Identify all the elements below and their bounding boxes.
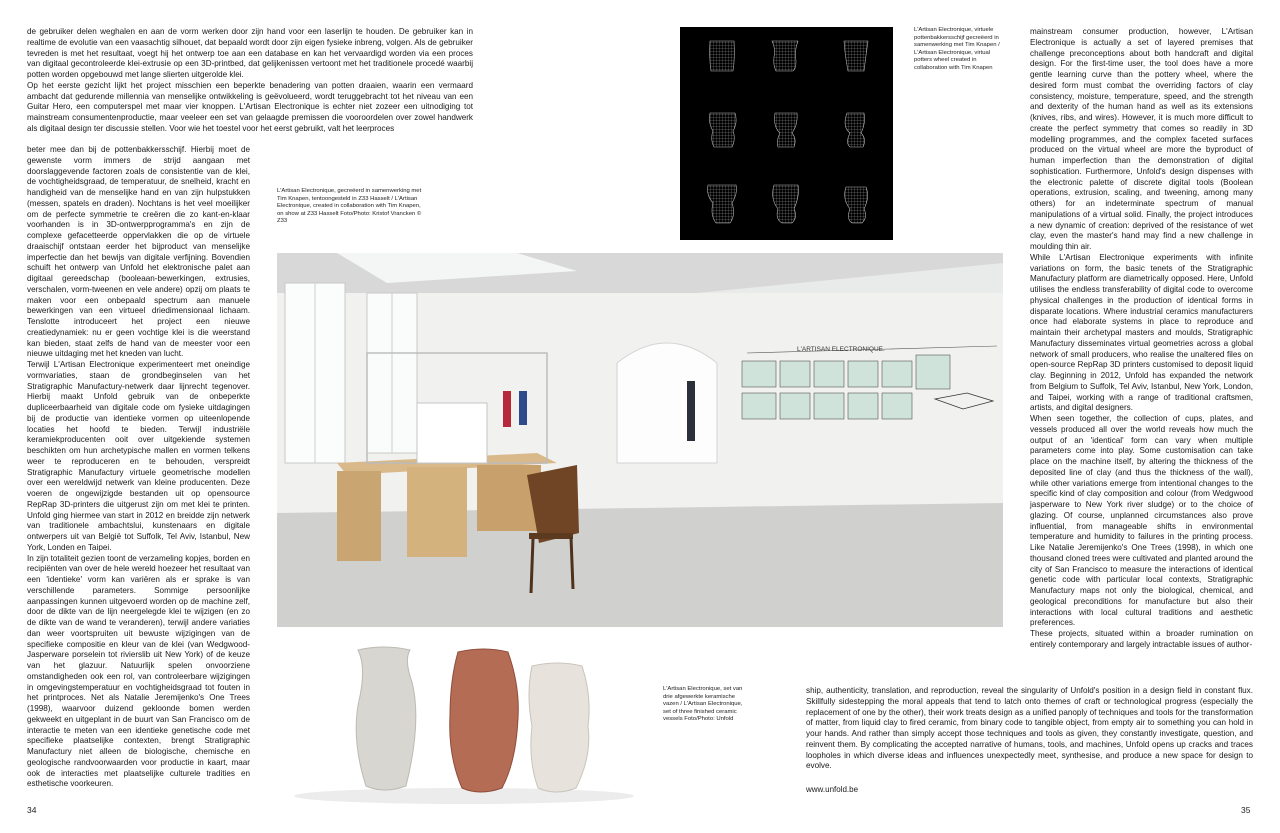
caption-gallery: L'Artisan Electronique, gecreëerd in samenwerking met Tim Knapen, tentoongesteld in Z33 Hasselt / L'Artisan Electronique, created in collaboration with Tim Knapen, on show at Z33 Hasselt Foto/Photo: Kristof Vrancken © Z33 <box>277 188 422 225</box>
gallery-illustration <box>277 253 1003 627</box>
caption-vases: L'Artisan Electronique, set van drie afgewerkte keramische vazen / L'Artisan Electronique, set of three finished ceramic vessels Foto/Photo: Unfold <box>663 686 743 723</box>
paragraph: Op het eerste gezicht lijkt het project misschien een beperkte benadering van potten draaien, waarin een vermaard ambacht dat gedurende millennia van menselijke ontwikkeling is geëvolueerd, wordt teruggebracht tot het niveau van een Guitar Hero, een computerspel met maar vier knoppen. L'Artisan Electronique is echter niet zozeer een uitnodiging tot mainstream consumentenproductie, maar veeleer een set van gelaagde premissen die vooroordelen over zowel handwerk als digitaal design ter discussie stellen. Voor wie het toestel voor het eerst gebruikt, valt het leerproces <box>27 80 473 133</box>
paragraph: beter mee dan bij de pottenbakkersschijf. Hierbij moet de gewenste vorm immers de strijd aangaan met doorslaggevende factoren zoals de consistentie van de klei, de vochtigheidsgraad, de temperatuur, de snelheid, kracht en handigheid van de menselijke hand en van zijn hulpstukken (messen, spatels en draden). Nochtans is het veel moeilijker om de perfecte symmetrie te creëren die zo kant-en-klaar voorhanden is in 3D-ontwerpprogramma's en zijn de complexe gefacetteerde oppervlakken die op de virtuele draaischijf ontstaan eerder het bijproduct van menselijke imperfectie dan het bewijs van digitale verfijning. Bovendien schuift het ontwerp van Unfold het elektronische palet aan digitaal gereedschap (booleaan-bewerkingen, extrusies, verschalen, vorm-tweenen en vele andere) opzij om plaats te maken voor een onbepaald spectrum aan manuele bewerkingen van een virtueel driedimensionaal lichaam. Tenslotte introduceert het project een nieuwe creatiedynamiek: nu er geen vochtige klei is die weerstand kan bieden, staat zelfs de hand van de meester voor een nieuwe uitdaging met het kneden van lucht. <box>27 145 250 359</box>
page-number-left: 34 <box>27 805 37 815</box>
page-number-right: 35 <box>1241 805 1251 815</box>
vase-grid-illustration <box>680 27 893 240</box>
right-bottom-text-block <box>806 686 1253 772</box>
paragraph: de gebruiker delen weghalen en aan de vorm werken door zijn hand voor een laserlijn te houden. De gebruiker kan in realtime de evolutie van een vaasachtig silhouet, dat bepaald wordt door zijn eigen fysieke inbreng, volgen. Als de gebruiker tevreden is met het resultaat, voegt hij het ontwerp toe aan een database en kan het vervaardigd worden via een proces van digitaal gecontroleerde klei-extrusie op een 3D-printbed, dat gelijkenissen vertoont met het traditionele procedé waarbij potten worden opgebouwd met lange slierten uitgerolde klei. <box>27 27 473 79</box>
paragraph: ship, authenticity, translation, and reproduction, reveal the singularity of Unfold's position in a design field in constant flux. Skillfully sidestepping the moral appeals that tend to latch onto themes of craft or technological progress (especially the replacement of one by the other), their work treats design as a unified panoply of techniques and tools for the transformation of matter, from liquid clay to fired ceramic, from binary code to tangible object, from empty air to something you can hold in your hands. And rather than simply accept those techniques and tools as given, they constantly investigate, question, and reinvent them. By complicating the accepted narrative of humans, tools, and machines, Unfold opens up cracks and traces loopholes in which diverse ideas and influences unexpectedly meet, synthesise, and produce a new space for design to evolve. <box>806 686 1253 771</box>
website-link[interactable]: www.unfold.be <box>806 785 859 794</box>
vases-photo <box>280 636 648 808</box>
paragraph: While L'Artisan Electronique experiments with infinite variations on form, the basic tenets of the Stratigraphic Manufactury platform are diametrically opposed. Here, Unfold utilises the endless transferability of digital code to overcome physical challenges in the production of identical forms in disparate locations. Where industrial ceramics manufacturers once had elaborate systems in place to reproduce and maintain their archetypal masters and moulds, Stratigraphic Manufactury disseminates virtual geometries across a global network of small producers, who realise the unaltered files on open-source RepRap 3D printers customised to deposit liquid clay. Beginning in 2012, Unfold has expanded the network from Belgium to Suffolk, Tel Aviv, Istanbul, New York, London, and Taipei, working with a range of traditional craftsmen, artists, and digital designers. <box>1030 252 1253 413</box>
right-column-text <box>1030 27 1253 651</box>
caption-render: L'Artisan Electronique, virtuele pottenbakkersschijf gecreëerd in samenwerking met Tim Knapen / L'Artisan Electronique, virtual potters wheel created in collaboration with Tim Knapen <box>914 27 1000 71</box>
paragraph: These projects, situated within a broader rumination on entirely contemporary and largely intractable issues of author- <box>1030 629 1253 649</box>
left-column-text <box>27 145 250 790</box>
paragraph: Terwijl L'Artisan Electronique experimenteert met oneindige vormvariaties, staan de grondbeginselen van het Stratigraphic Manufactury-netwerk daar lijnrecht tegenover. Hierbij maakt Unfold gebruik van de onbeperkte dupliceerbaarheid van digitale code om fysieke uitdagingen bij de productie van identieke vormen op uiteenlopende locaties het hoofd te bieden. Terwijl industriële keramiekproducenten ooit over uitgekiende systemen beschikten om hun archetypische mallen en vormen telkens weer te reproduceren en te behouden, verspreidt Stratigraphic Manufactury virtuele geometrische modellen over een wereldwijd netwerk van kleine producenten. Deze voeren de ongewijzigde bestanden uit op opensource RepRap 3D-printers die uitgerust zijn om met klei te printen. Unfold ging hiermee van start in 2012 en breidde zijn netwerk van traditionele ambachtslui, kunstenaars en digitale ontwerpers uit van België tot Suffolk, Tel Aviv, Istanbul, New York, Londen en Taipei. <box>27 360 250 552</box>
paragraph: When seen together, the collection of cups, plates, and vessels produced all over the world reveals how much the output of an 'identical' form can vary when multiple parameters come into play. Some customisation can take place on the machine itself, by altering the thickness of the deposited line of clay (and thus the thickness of the wall), while other variations emerge from intentional changes to the specific kind of clay composition and colour (from Wedgwood jasperware to New York river sludge) or to the choice of glazing. Of course, unplanned circumstances also prove influential, from manageable shifts in environmental temperature and humidity to failures in the printing process. Like Natalie Jeremijenko's One Trees (1998), in which one thousand cloned trees were cultivated and planted around the city of San Francisco to measure the interactions of identical genetic code with particular local contexts, Stratigraphic Manufactury maps not only the biological, chemical, and geological preconditions for manufacture but also their interactions with local cultural traditions and aesthetic preferences. <box>1030 414 1253 628</box>
three-vases-illustration <box>280 636 648 808</box>
left-top-text-block <box>27 27 473 135</box>
virtual-vase-renders <box>680 27 893 240</box>
paragraph: mainstream consumer production, however, L'Artisan Electronique is actually a set of layered premises that challenge preconceptions about both handcraft and digital design. For the first-time user, the tool does have a more gentle learning curve than the pottery wheel, where the desired form must combat the overriding factors of clay consistency, moisture, temperature, speed, and the strength and dexterity of the human hand as well as its extensions (knives, ribs, and wires). However, it is much more difficult to create the perfect symmetry that comes so readily in 3D modelling programmes, and the complex faceted surfaces produced on the virtual wheel are more the byproduct of human imperfection than the demonstration of digital sophistication. Furthermore, Unfold's design dispenses with the electronic palette of discrete digital tools (Boolean operations, extrusion, scaling, and tweening, among many others) for an indeterminate spectrum of manual manipulations of a virtual solid. Finally, the project introduces a new dynamic of creation: deprived of the resistance of wet clay, even the master's hand may find a new challenge in moulding thin air. <box>1030 27 1253 251</box>
paragraph: In zijn totaliteit gezien toont de verzameling kopjes, borden en recipiënten van over de hele wereld hoezeer het resultaat van een 'identieke' vorm kan variëren als er sprake is van verschillende parameters. Sommige persoonlijke aanpassingen kunnen uitgevoerd worden op de machine zelf, door de dikte van de lijn neergelegde klei te wijzigen (en zo de dikte van de wand te veranderen), terwijl andere variaties dan weer voortspruiten uit bewuste wijzigingen van de specifieke compositie en kleur van de klei (van Wedgwood-Jasperware porselein tot rivierslib uit New York) of de keuze van het glazuur. Natuurlijk spelen onvoorziene omstandigheden ook een rol, van controleerbare wijzigingen in omgevingstemperatuur en vochtigheidsgraad tot fouten in het printproces. Net als Natalie Jeremijenko's One Trees (1998), waarvoor duizend gekloonde bomen werden gekweekt en uitgeplant in de buurt van San Francisco om de interactie te meten van een identieke genetische code met specifieke plaatselijke contexten, brengt Stratigraphic Manufactury niet alleen de biologische, chemische en geologische randvoorwaarden voor productie in kaart, maar ook de interacties met plaatselijke culturele tradities en esthetische voorkeuren. <box>27 553 250 789</box>
gallery-wall-label: L'ARTISAN ELECTRONIQUE. <box>797 346 885 353</box>
gallery-exhibition-photo <box>277 253 1003 627</box>
